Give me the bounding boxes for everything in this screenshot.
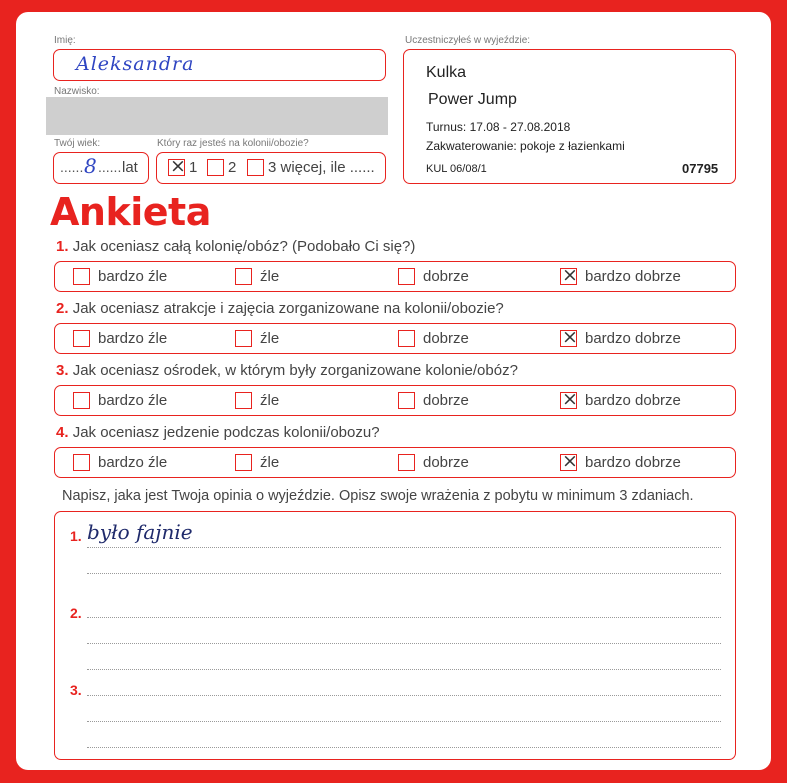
which-time-label: Który raz jesteś na kolonii/obozie? <box>157 138 309 149</box>
q1-option-4-checkbox[interactable] <box>560 268 577 285</box>
opinion-line <box>87 721 721 722</box>
surname-label: Nazwisko: <box>54 86 100 97</box>
age-label: Twój wiek: <box>54 138 101 149</box>
opinion-line-number-1: 1. <box>70 528 82 544</box>
question-1-options <box>54 261 736 292</box>
q3-option-3-checkbox[interactable] <box>398 392 415 409</box>
question-3-options <box>54 385 736 416</box>
question-2-text: Jak oceniasz atrakcje i zajęcia zorganizowane na kolonii/obozie? <box>72 300 504 317</box>
age-field[interactable] <box>53 152 149 184</box>
name-value: Aleksandra <box>76 53 195 75</box>
question-4-options <box>54 447 736 478</box>
question-4-text: Jak oceniasz jedzenie podczas kolonii/obozu? <box>72 424 380 441</box>
q2-option-4-checkbox[interactable] <box>560 330 577 347</box>
name-field[interactable] <box>53 49 386 81</box>
opinion-line-number-2: 2. <box>70 605 82 621</box>
trip-accommodation: Zakwaterowanie: pokoje z łazienkami <box>426 139 625 153</box>
question-4 <box>56 424 380 441</box>
question-1 <box>56 238 415 255</box>
q3-option-3-label: dobrze <box>423 392 469 409</box>
q4-option-2-label: źle <box>260 454 280 471</box>
q2-option-3-label: dobrze <box>423 330 469 347</box>
opinion-line <box>87 747 721 748</box>
q3-option-4-checkbox[interactable] <box>560 392 577 409</box>
q2-option-1-label: bardzo źle <box>98 330 168 347</box>
which-time-option-1-label: 1 <box>189 159 198 176</box>
which-time-option-3-label: 3 więcej, ile ...... <box>268 159 375 176</box>
opinion-line <box>87 547 721 548</box>
which-time-option-2-label: 2 <box>228 159 237 176</box>
opinion-line <box>87 695 721 696</box>
q2-option-1-checkbox[interactable] <box>73 330 90 347</box>
age-value: 8 <box>84 154 97 178</box>
question-2-options <box>54 323 736 354</box>
which-time-option-2-checkbox[interactable] <box>207 159 224 176</box>
trip-number: 07795 <box>682 161 719 176</box>
opinion-line <box>87 669 721 670</box>
opinion-answer-1: było fajnie <box>87 520 193 544</box>
q4-option-3-label: dobrze <box>423 454 469 471</box>
q3-option-1-label: bardzo źle <box>98 392 168 409</box>
q3-option-1-checkbox[interactable] <box>73 392 90 409</box>
q1-option-3-label: dobrze <box>423 268 469 285</box>
q1-option-3-checkbox[interactable] <box>398 268 415 285</box>
which-time-field <box>156 152 386 184</box>
q3-option-2-checkbox[interactable] <box>235 392 252 409</box>
question-1-text: Jak oceniasz całą kolonię/obóz? (Podobało Ci się?) <box>72 238 416 255</box>
q4-option-4-checkbox[interactable] <box>560 454 577 471</box>
surname-redaction <box>46 97 388 135</box>
q3-option-4-label: bardzo dobrze <box>585 392 681 409</box>
question-1-number: 1. <box>56 238 69 255</box>
opinion-prompt: Napisz, jaka jest Twoja opinia o wyjeździe. Opisz swoje wrażenia z pobytu w minimum 3 zdaniach. <box>62 488 694 504</box>
q1-option-1-label: bardzo źle <box>98 268 168 285</box>
opinion-line-number-3: 3. <box>70 682 82 698</box>
opinion-box[interactable] <box>54 511 736 760</box>
trip-info-box <box>403 49 736 184</box>
question-2 <box>56 300 504 317</box>
q4-option-1-checkbox[interactable] <box>73 454 90 471</box>
age-suffix: lat <box>122 159 138 176</box>
q1-option-4-label: bardzo dobrze <box>585 268 681 285</box>
opinion-line <box>87 643 721 644</box>
q2-option-4-label: bardzo dobrze <box>585 330 681 347</box>
opinion-line <box>87 617 721 618</box>
question-3-number: 3. <box>56 362 69 379</box>
trip-program: Power Jump <box>428 91 517 108</box>
q1-option-1-checkbox[interactable] <box>73 268 90 285</box>
age-dots-after: ...... <box>98 159 122 175</box>
opinion-line <box>87 573 721 574</box>
q1-option-2-checkbox[interactable] <box>235 268 252 285</box>
participant-label: Uczestniczyłeś w wyjeździe: <box>405 35 531 46</box>
question-2-number: 2. <box>56 300 69 317</box>
page-title: Ankieta <box>50 190 211 234</box>
q4-option-1-label: bardzo źle <box>98 454 168 471</box>
which-time-option-1-checkbox[interactable] <box>168 159 185 176</box>
which-time-option-3-checkbox[interactable] <box>247 159 264 176</box>
question-3 <box>56 362 518 379</box>
q4-option-2-checkbox[interactable] <box>235 454 252 471</box>
question-4-number: 4. <box>56 424 69 441</box>
q2-option-2-label: źle <box>260 330 280 347</box>
trip-camp: Kulka <box>426 64 467 81</box>
q3-option-2-label: źle <box>260 392 280 409</box>
question-3-text: Jak oceniasz ośrodek, w którym były zorganizowane kolonie/obóz? <box>72 362 518 379</box>
trip-code: KUL 06/08/1 <box>426 163 487 175</box>
age-dots: ...... <box>60 159 84 175</box>
q1-option-2-label: źle <box>260 268 280 285</box>
q4-option-4-label: bardzo dobrze <box>585 454 681 471</box>
q2-option-2-checkbox[interactable] <box>235 330 252 347</box>
q2-option-3-checkbox[interactable] <box>398 330 415 347</box>
name-label: Imię: <box>54 35 76 46</box>
q4-option-3-checkbox[interactable] <box>398 454 415 471</box>
trip-turnus: Turnus: 17.08 - 27.08.2018 <box>426 120 571 134</box>
